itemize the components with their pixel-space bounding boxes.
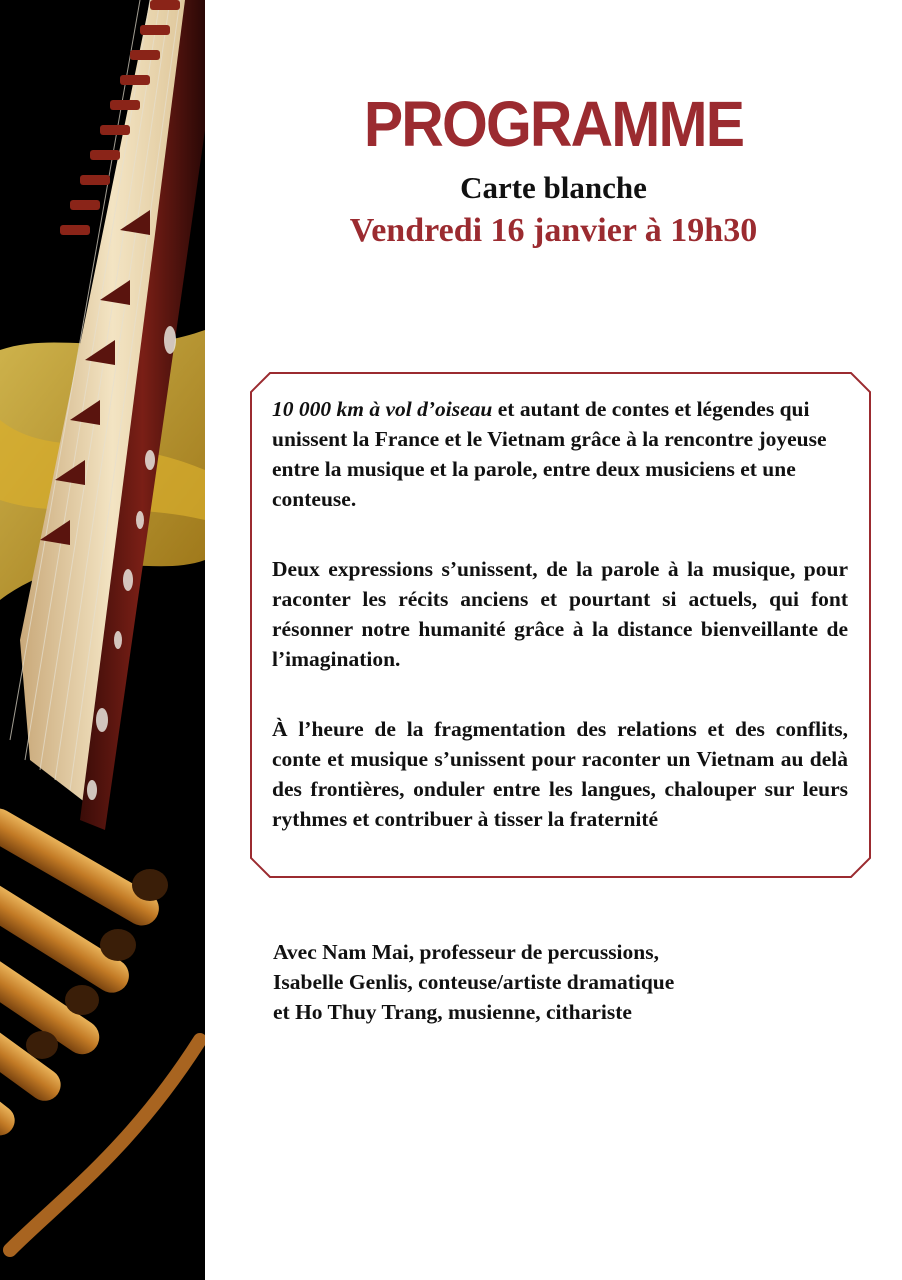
description-frame [250, 372, 871, 878]
credits-line: Avec Nam Mai, professeur de percussions, [273, 940, 659, 964]
description-paragraph-1 [272, 394, 848, 514]
event-subtitle: Carte blanche [460, 170, 647, 205]
description-highlight: 10 000 km à vol d’oiseau [272, 397, 493, 421]
description-text [272, 394, 848, 874]
description-paragraph-1-text: et autant de contes et légendes qui unissent la France et le Vietnam grâce à la rencontre joyeuse entre la musique et la parole, entre deux musiciens et une conteuse. [272, 397, 827, 511]
event-date: Vendredi 16 janvier à 19h30 [349, 212, 758, 249]
description-paragraph-3: À l’heure de la fragmentation des relations et des conflits, conte et musique s’unissent pour raconter un Vietnam au delà des frontières, onduler entre les langues, chalouper sur leurs rythmes et contribuer à tisser la fraternité [272, 717, 848, 831]
description-paragraph-2: Deux expressions s’unissent, de la parole à la musique, pour raconter les récits anciens et pourtant si actuels, qui font résonner notre humanité grâce à la distance bienveillante de l’imagination. [272, 557, 848, 671]
instrument-photo [0, 0, 205, 1280]
page-title: PROGRAMME [363, 88, 744, 160]
credits-line: Isabelle Genlis, conteuse/artiste dramatique [273, 970, 675, 994]
performer-credits [273, 937, 674, 1027]
credits-line: et Ho Thuy Trang, musienne, cithariste [273, 1000, 632, 1024]
